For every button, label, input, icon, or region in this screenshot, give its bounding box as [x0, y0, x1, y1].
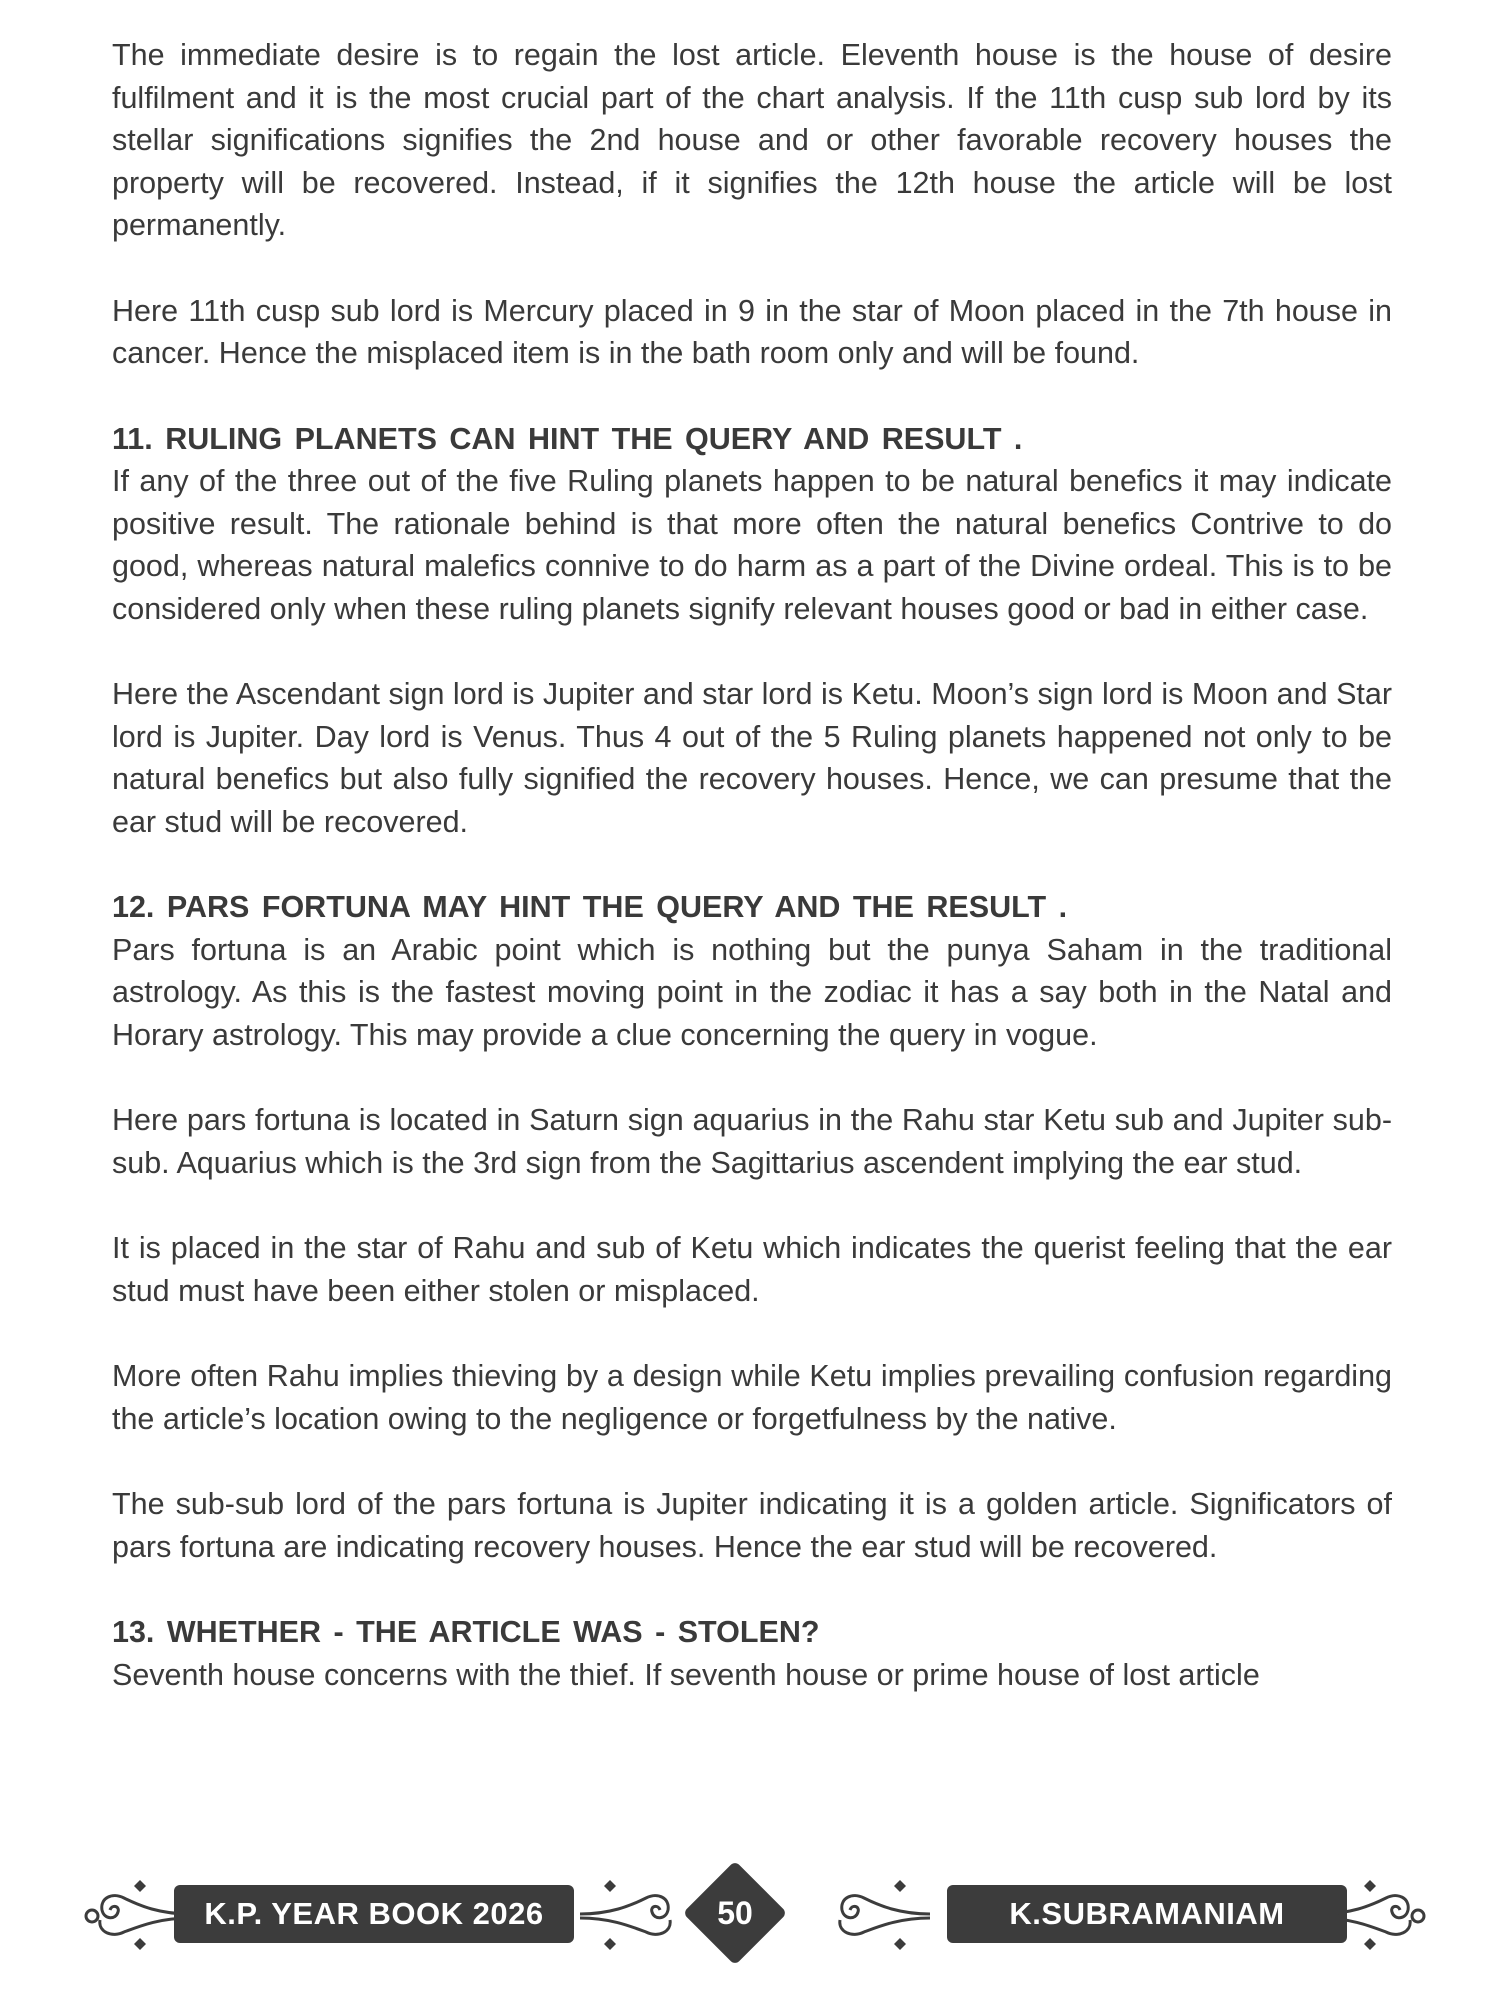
book-title-badge: K.P. YEAR BOOK 2026: [174, 1885, 574, 1943]
paragraph-rahu-ketu-meaning: More often Rahu implies thieving by a design while Ketu implies prevailing confusion regarding the article’s location owing to the negligence or forgetfulness by the native.: [112, 1359, 1392, 1436]
paragraph-ascendant-analysis: Here the Ascendant sign lord is Jupiter and star lord is Ketu. Moon’s sign lord is Moon and Star lord is Jupiter. Day lord is Venus. Thus 4 out of the 5 Ruling planets happened not only to be natural benefics but also fully signified the recovery houses. Hence, we can presume that the ear stud will be recovered.: [112, 677, 1392, 839]
right-scroll-ornament-icon: [1310, 1858, 1430, 1968]
paragraph-ruling-planets: If any of the three out of the five Ruling planets happen to be natural benefics it may indicate positive result. The rationale behind is that more often the natural benefics Contrive to do good, whereas natural malefics connive to do harm as a part of the Divine ordeal. This is to be considered only when these ruling planets signify relevant houses good or bad in either case.: [112, 464, 1392, 626]
paragraph-seventh-house: Seventh house concerns with the thief. If seventh house or prime house of lost article: [112, 1657, 1260, 1692]
paragraph-sub-sub-lord: The sub-sub lord of the pars fortuna is Jupiter indicating it is a golden article. Significators of pars fortuna are indicating recovery houses. Hence the ear stud will be recovered.: [112, 1487, 1392, 1564]
page-body: [112, 34, 1392, 1696]
heading-pars-fortuna: 12. PARS FORTUNA MAY HINT THE QUERY AND THE RESULT .: [112, 890, 1068, 924]
paragraph-recovery-desire: The immediate desire is to regain the lost article. Eleventh house is the house of desire fulfilment and it is the most crucial part of the chart analysis. If the 11th cusp sub lord by its stellar significations signifies the 2nd house and or other favorable recovery houses the property will be recovered. Instead, if it signifies the 12th house the article will be lost permanently.: [112, 38, 1392, 242]
heading-ruling-planets: 11. RULING PLANETS CAN HINT THE QUERY AND RESULT .: [112, 421, 1023, 456]
center-left-scroll-ornament-icon: [570, 1858, 690, 1968]
paragraph-pars-fortuna-location: Here pars fortuna is located in Saturn sign aquarius in the Rahu star Ketu sub and Jupiter sub- sub. Aquarius which is the 3rd sign from the Sagittarius ascendent implying the ear stud.: [112, 1103, 1392, 1180]
page-number: 50: [717, 1895, 753, 1931]
paragraph-mercury-analysis: Here 11th cusp sub lord is Mercury placed in 9 in the star of Moon placed in the 7th house in cancer. Hence the misplaced item is in the bath room only and will be found.: [112, 293, 1392, 370]
paragraph-pars-fortuna-intro: Pars fortuna is an Arabic point which is nothing but the punya Saham in the traditional astrology. As this is the fastest moving point in the zodiac it has a say both in the Natal and Horary astrology. This may provide a clue concerning the query in vogue.: [112, 932, 1392, 1052]
page-number-badge: [680, 1858, 790, 1968]
paragraph-rahu-ketu-star: It is placed in the star of Rahu and sub of Ketu which indicates the querist feeling that the ear stud must have been either stolen or misplaced.: [112, 1231, 1392, 1308]
author-badge: K.SUBRAMANIAM: [947, 1885, 1347, 1943]
heading-stolen: 13. WHETHER - THE ARTICLE WAS - STOLEN?: [112, 1615, 820, 1649]
center-right-scroll-ornament-icon: [820, 1858, 940, 1968]
page-footer: [80, 1858, 1430, 1968]
